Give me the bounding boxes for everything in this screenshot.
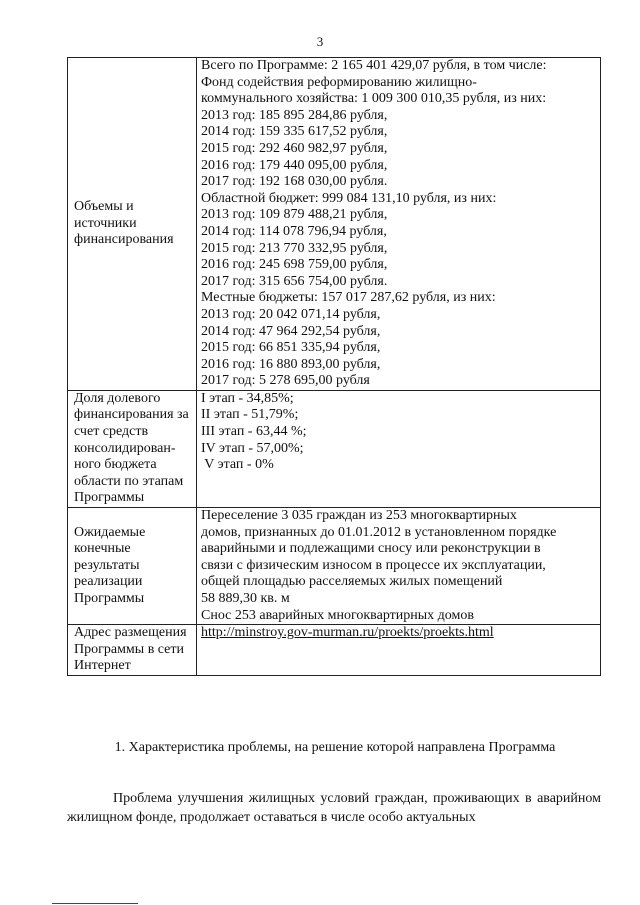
financing-line: 2016 год: 245 698 759,00 рубля, bbox=[201, 257, 388, 273]
financing-line: Фонд содействия реформированию жилищно- bbox=[201, 74, 477, 90]
results-line: общей площадью расселяемых жилых помещений bbox=[201, 574, 503, 590]
financing-line: 2013 год: 20 042 071,14 рубля, bbox=[201, 306, 381, 322]
program-passport-table bbox=[67, 57, 601, 676]
value-internet bbox=[197, 625, 601, 676]
footnote-divider bbox=[52, 903, 138, 904]
stage-line: IV этап - 57,00%; bbox=[201, 440, 304, 456]
body-paragraph: Проблема улучшения жилищных условий граждан, проживающих в аварийном жилищном фонде, продолжает оставаться в числе особо актуальных bbox=[67, 791, 601, 825]
table-row-results bbox=[68, 508, 601, 625]
results-line: аварийными и подлежащими сносу или реконструкции в bbox=[201, 541, 541, 557]
stage-line: I этап - 34,85%; bbox=[201, 390, 294, 406]
stage-line: V этап - 0% bbox=[201, 457, 274, 473]
financing-line: 2017 год: 315 656 754,00 рубля. bbox=[201, 273, 388, 289]
page-number: 3 bbox=[316, 34, 324, 49]
value-financing bbox=[197, 58, 601, 391]
financing-line: Всего по Программе: 2 165 401 429,07 рубля, в том числе: bbox=[201, 58, 547, 73]
table-row-financing bbox=[68, 58, 601, 391]
value-results bbox=[197, 508, 601, 625]
financing-line: Областной бюджет: 999 084 131,10 рубля, из них: bbox=[201, 190, 497, 206]
value-share bbox=[197, 390, 601, 507]
stage-line: II этап - 51,79%; bbox=[201, 407, 299, 423]
label-financing: Объемы и источники финансирования bbox=[68, 58, 197, 391]
program-url-link[interactable]: http://minstroy.gov-murman.ru/proekts/proekts.html bbox=[201, 625, 494, 641]
label-internet: Адрес размещения Программы в сети Интернет bbox=[68, 625, 197, 676]
financing-line: 2015 год: 66 851 335,94 рубля, bbox=[201, 340, 381, 356]
financing-line: 2013 год: 109 879 488,21 рубля, bbox=[201, 207, 388, 223]
financing-line: 2017 год: 5 278 695,00 рубля bbox=[201, 373, 370, 389]
stage-line: III этап - 63,44 %; bbox=[201, 424, 307, 440]
results-line: Переселение 3 035 граждан из 253 многоквартирных bbox=[201, 508, 517, 524]
financing-line: коммунального хозяйства: 1 009 300 010,35 рубля, из них: bbox=[201, 91, 547, 107]
financing-line: Местные бюджеты: 157 017 287,62 рубля, из них: bbox=[201, 290, 496, 306]
financing-line: 2016 год: 179 440 095,00 рубля, bbox=[201, 157, 388, 173]
label-results: Ожидаемые конечные результаты реализации Программы bbox=[68, 508, 197, 625]
financing-line: 2015 год: 292 460 982,97 рубля, bbox=[201, 140, 388, 156]
section-heading: 1. Характеристика проблемы, на решение которой направлена Программа bbox=[114, 740, 556, 755]
results-line: домов, признанных до 01.01.2012 в установленном порядке bbox=[201, 524, 557, 540]
financing-line: 2014 год: 159 335 617,52 рубля, bbox=[201, 124, 388, 140]
table-row-share bbox=[68, 390, 601, 507]
table-row-internet bbox=[68, 625, 601, 676]
label-share: Доля долевого финансирования за счет средств консолидирован-ного бюджета области по этапам Программы bbox=[68, 390, 197, 507]
results-line: 58 889,30 кв. м bbox=[201, 591, 290, 606]
results-line: связи с физическим износом в процессе их эксплуатации, bbox=[201, 557, 546, 573]
financing-line: 2017 год: 192 168 030,00 рубля. bbox=[201, 174, 388, 190]
financing-line: 2014 год: 114 078 796,94 рубля, bbox=[201, 223, 387, 239]
financing-line: 2014 год: 47 964 292,54 рубля, bbox=[201, 323, 381, 339]
financing-line: 2015 год: 213 770 332,95 рубля, bbox=[201, 240, 388, 256]
results-line: Снос 253 аварийных многоквартирных домов bbox=[201, 607, 474, 623]
financing-line: 2016 год: 16 880 893,00 рубля, bbox=[201, 356, 381, 372]
financing-line: 2013 год: 185 895 284,86 рубля, bbox=[201, 107, 388, 123]
